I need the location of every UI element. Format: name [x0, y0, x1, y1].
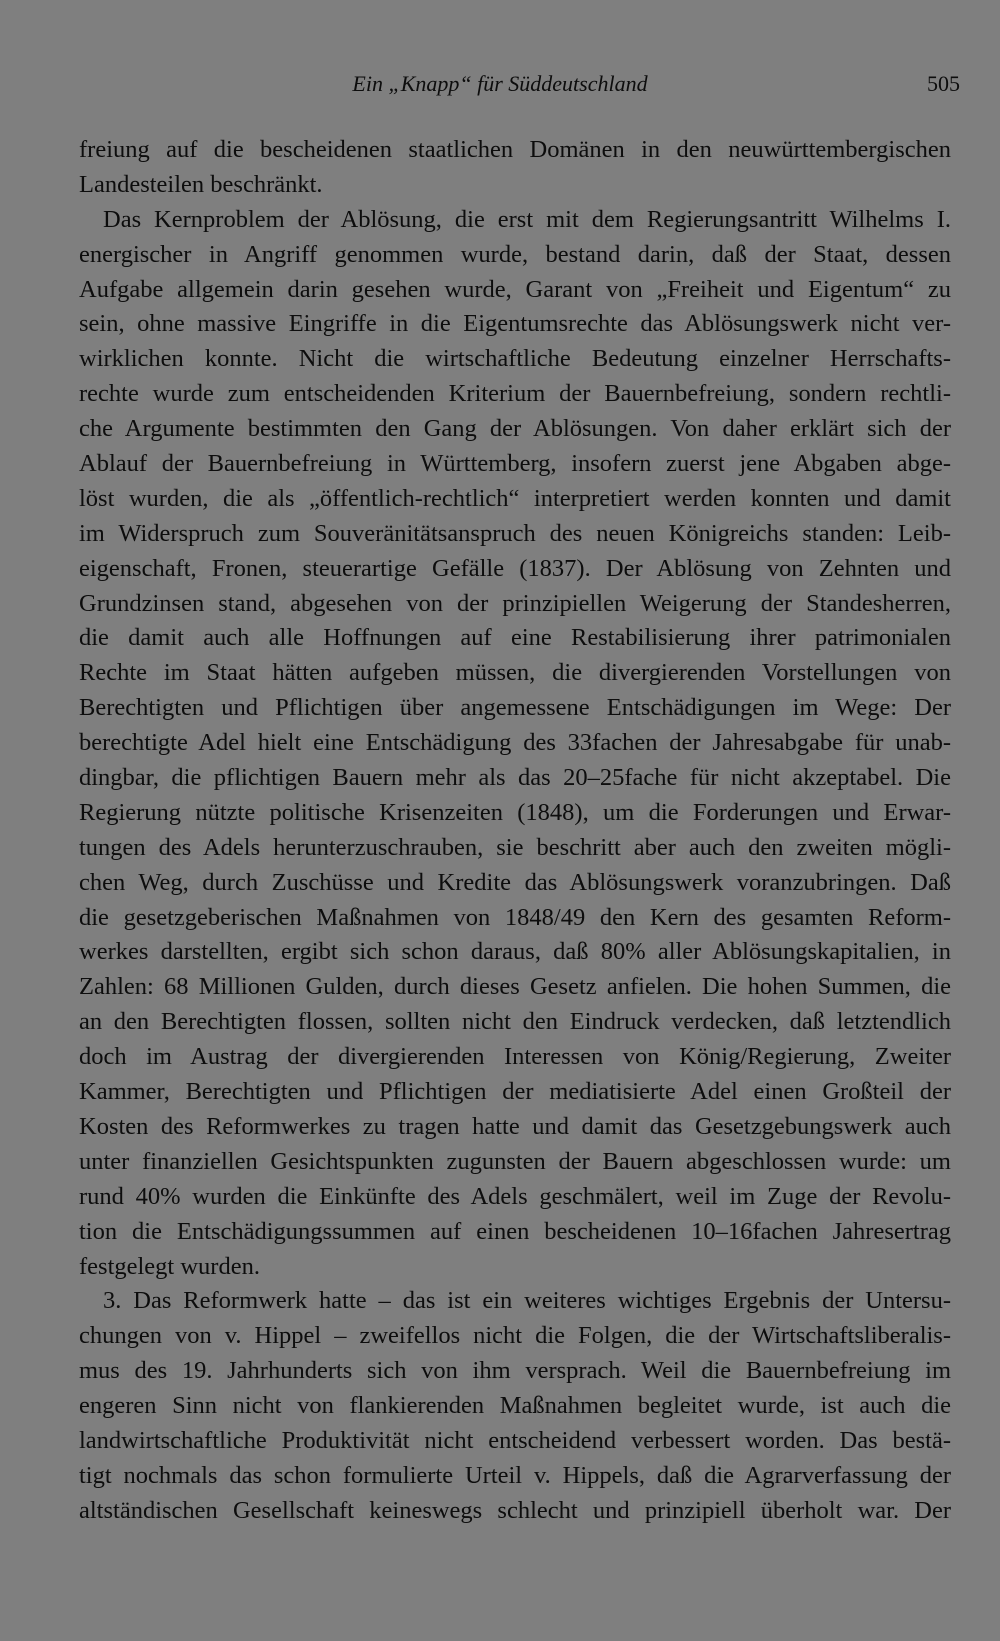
text-line: 3. Das Reformwerk hatte – das ist ein weiteres wichtiges Ergebnis der Untersu- — [103, 1287, 951, 1315]
text-line: berechtigte Adel hielt eine Entschädigung des 33fachen der Jahresabgabe für unab- — [79, 729, 951, 757]
text-line: energischer in Angriff genommen wurde, bestand darin, daß der Staat, dessen — [79, 240, 951, 268]
text-line: dingbar, die pflichtigen Bauern mehr als das 20–25fache für nicht akzeptabel. Die — [79, 764, 951, 792]
text-line: tion die Entschädigungssummen auf einen bescheidenen 10–16fachen Jahresertrag — [79, 1217, 951, 1245]
text-line: die damit auch alle Hoffnungen auf eine Restabilisierung ihrer patrimonialen — [79, 624, 951, 652]
text-line: rund 40% wurden die Einkünfte des Adels geschmälert, weil im Zuge der Revolu- — [79, 1182, 951, 1210]
text-line: altständischen Gesellschaft keineswegs schlecht und prinzipiell überholt war. Der — [79, 1496, 951, 1524]
text-line: che Argumente bestimmten den Gang der Ablösungen. Von daher erklärt sich der — [79, 415, 951, 443]
text-line: Landesteilen beschränkt. — [79, 170, 323, 198]
text-line: rechte wurde zum entscheidenden Kriterium der Bauernbefreiung, sondern rechtli- — [79, 380, 951, 408]
text-line: an den Berechtigten flossen, sollten nicht den Eindruck verdecken, daß letztendlich — [79, 1008, 951, 1036]
text-line: Kosten des Reformwerkes zu tragen hatte und damit das Gesetzgebungswerk auch — [79, 1112, 951, 1140]
text-line: chen Weg, durch Zuschüsse und Kredite das Ablösungswerk voranzubringen. Daß — [79, 868, 951, 896]
text-line: chungen von v. Hippel – zweifellos nicht die Folgen, die der Wirtschaftsliberalis- — [79, 1322, 951, 1350]
text-line: Regierung nützte politische Krisenzeiten (1848), um die Forderungen und Erwar- — [79, 798, 951, 826]
text-line: sein, ohne massive Eingriffe in die Eigentumsrechte das Ablösungswerk nicht ver- — [79, 310, 951, 338]
text-line: Kammer, Berechtigten und Pflichtigen der mediatisierte Adel einen Großteil der — [79, 1078, 951, 1106]
page-number: 505 — [927, 71, 960, 96]
text-line: unter finanziellen Gesichtspunkten zugunsten der Bauern abgeschlossen wurde: um — [79, 1147, 951, 1175]
text-line: Zahlen: 68 Millionen Gulden, durch dieses Gesetz anfielen. Die hohen Summen, die — [79, 973, 951, 1001]
text-line: Aufgabe allgemein darin gesehen wurde, Garant von „Freiheit und Eigentum“ zu — [79, 275, 951, 303]
text-line: engeren Sinn nicht von flankierenden Maßnahmen begleitet wurde, ist auch die — [79, 1392, 951, 1420]
text-line: Berechtigten und Pflichtigen über angemessene Entschädigungen im Wege: Der — [79, 694, 951, 722]
text-line: festgelegt wurden. — [79, 1252, 260, 1280]
text-line: Ablauf der Bauernbefreiung in Württemberg, insofern zuerst jene Abgaben abge- — [79, 450, 951, 478]
text-line: werkes darstellten, ergibt sich schon daraus, daß 80% aller Ablösungskapitalien, in — [79, 938, 951, 966]
text-line: eigenschaft, Fronen, steuerartige Gefälle (1837). Der Ablösung von Zehnten und — [79, 554, 951, 582]
running-head — [0, 66, 1000, 102]
running-title: Ein „Knapp“ für Süddeutschland — [352, 71, 648, 96]
text-line: tigt nochmals das schon formulierte Urteil v. Hippels, daß die Agrarverfassung der — [79, 1461, 951, 1489]
text-line: löst wurden, die als „öffentlich-rechtlich“ interpretiert werden konnten und damit — [79, 484, 951, 512]
text-line: Rechte im Staat hätten aufgeben müssen, die divergierenden Vorstellungen von — [79, 659, 951, 687]
text-line: Grundzinsen stand, abgesehen von der prinzipiellen Weigerung der Standesherren, — [79, 589, 951, 617]
text-line: freiung auf die bescheidenen staatlichen Domänen in den neuwürttembergischen — [79, 136, 951, 163]
text-line: tungen des Adels herunterzuschrauben, sie beschritt aber auch den zweiten mögli- — [79, 833, 951, 861]
text-line: mus des 19. Jahrhunderts sich von ihm versprach. Weil die Bauernbefreiung im — [79, 1357, 951, 1385]
text-line: im Widerspruch zum Souveränitätsanspruch des neuen Königreichs standen: Leib- — [79, 519, 951, 547]
text-line: die gesetzgeberischen Maßnahmen von 1848/49 den Kern des gesamten Reform- — [79, 903, 951, 931]
text-line: Das Kernproblem der Ablösung, die erst mit dem Regierungsantritt Wilhelms I. — [103, 205, 951, 233]
text-line: wirklichen konnte. Nicht die wirtschaftliche Bedeutung einzelner Herrschafts- — [79, 345, 951, 373]
body-text — [79, 133, 951, 1529]
text-line: doch im Austrag der divergierenden Interessen von König/Regierung, Zweiter — [79, 1043, 951, 1071]
text-line: landwirtschaftliche Produktivität nicht entscheidend verbessert worden. Das bestä- — [79, 1426, 951, 1454]
